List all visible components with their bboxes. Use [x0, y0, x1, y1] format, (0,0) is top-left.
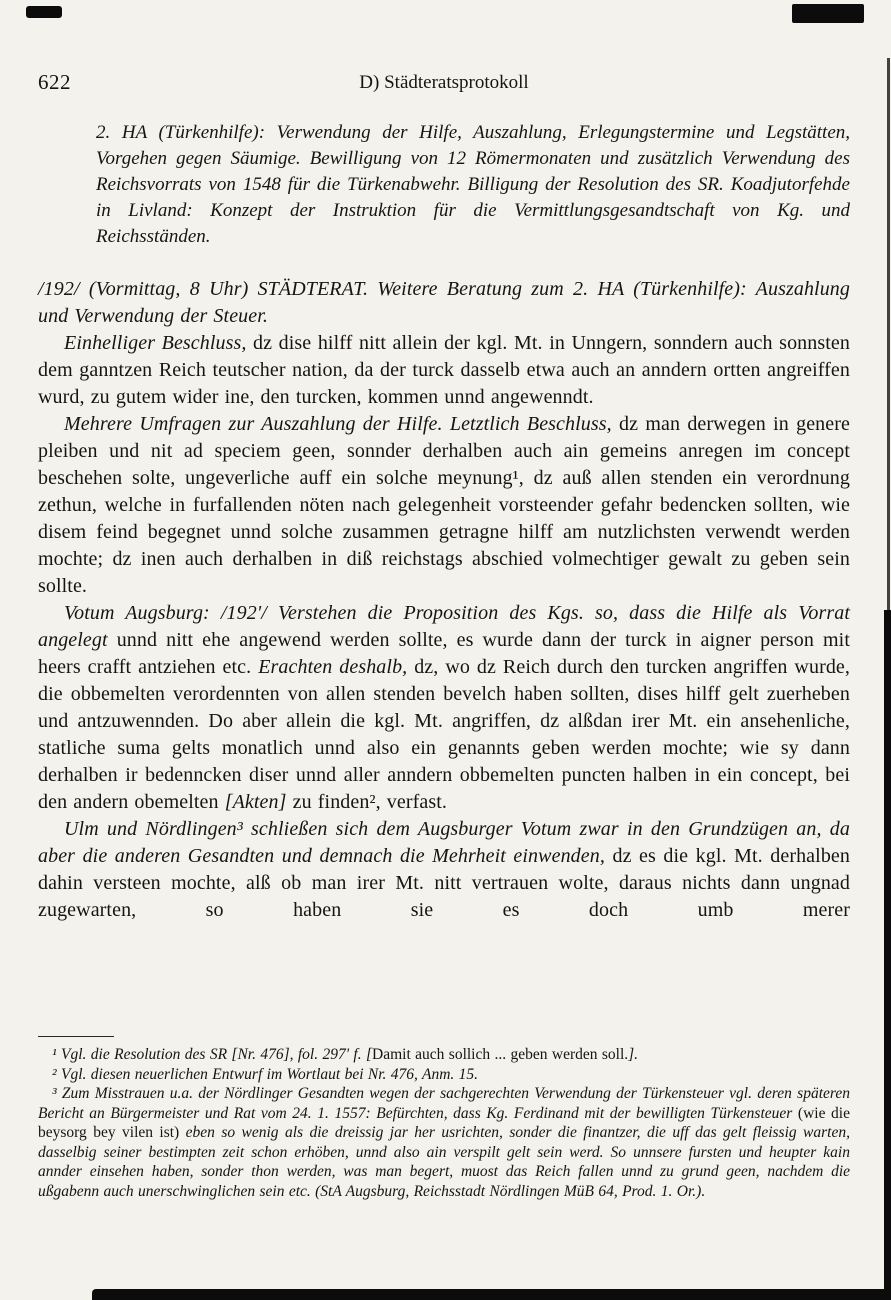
page-header	[38, 70, 850, 94]
page-content	[38, 70, 850, 924]
text-run: ³ Zum Misstrauen u.a. der Nördlinger Gesandten wegen der sachgerechten Verwendung der Türkensteuer vgl. deren späteren Bericht an Bürgermeister und Rat vom 24. 1. 1557: Befürchten, dass Kg. Ferdinand mit der bewilligten Türkensteuer	[38, 1085, 850, 1122]
text-run: (wie die beysorg bey vilen ist)	[38, 1104, 850, 1141]
footnotes-section	[38, 1036, 850, 1201]
text-run: Damit auch sollich ... geben werden soll.	[372, 1046, 629, 1063]
scan-artifact	[792, 4, 864, 23]
paragraph	[38, 600, 850, 816]
text-run: [Akten]	[224, 791, 293, 813]
footnote	[38, 1084, 850, 1201]
text-run: unnd nitt ehe angewend werden sollte, es wurde dann der turck in aigner person mit heers crafft antziehen etc.	[38, 629, 850, 678]
page-number: 622	[38, 70, 71, 94]
body-paragraphs	[38, 276, 850, 924]
paragraph	[38, 816, 850, 924]
text-run: ² Vgl. diesen neuerlichen Entwurf im Wortlaut bei Nr. 476, Anm. 15.	[52, 1065, 479, 1083]
text-run: /192/ (Vormittag, 8 Uhr) STÄDTERAT. Weitere Beratung zum 2. HA (Türkenhilfe): Auszahlung und Verwendung der Steuer.	[38, 278, 850, 327]
text-run: dz, wo dz Reich durch den turcken angriffen wurde, die obbemelten verordennten von allen stenden bevelch haben sollten, dises hilff gelt zuerheben und antzuwennden. Do aber allein die kgl. Mt. angriffen, dz alßdan irer Mt. ein ansehenliche, statliche suma gelts monatlich unnd also ein genannts geben werden mochte; wie sy dann derhalben ir bedenncken diser unnd aller anndern obbemelten puncten halben in ein concept, bei den andern obemelten	[38, 656, 851, 813]
text-run: Votum Augsburg: /192'/ Verstehen die Proposition des Kgs. so, dass die Hilfe als Vorrat angelegt	[38, 602, 850, 651]
text-run: ].	[628, 1046, 639, 1063]
text-run: Ulm und Nördlingen³ schließen sich dem Augsburger Votum zwar in den Grundzügen an, da aber die anderen Gesandten und demnach die Mehrheit einwenden,	[38, 818, 850, 867]
paragraph	[38, 411, 850, 600]
scan-artifact	[26, 6, 62, 18]
running-title: D) Städteratsprotokoll	[359, 72, 529, 93]
text-run: dz man derwegen in genere pleiben und nit ad speciem geen, sonnder derhalben auch ain gemeins anregen im concept beschehen solte, ungeverliche auff ein solche meynung¹, dz auß allen stenden ein verordnung zethun, welche in furfallenden nöten nach gelegenheit vorsteender gefahr bedencken sollten, wie disem feind begegnet unnd solche zusammen getragne hilff am nutzlichsten verwendt werden mochte; dz inen auch derhalben in diß reichstags abschied volmechtiger gewalt zu geben sein sollte.	[38, 413, 850, 597]
text-run: dz es die kgl. Mt. derhalben dahin versteen mochte, alß ob man irer Mt. nitt vertrauen wolte, daraus nichts dann ungnad zugewarten, so haben sie es doch umb merer	[38, 845, 850, 921]
paragraph	[38, 330, 850, 411]
scan-artifact	[887, 58, 890, 618]
footnote-separator	[38, 1036, 114, 1037]
paragraph	[38, 276, 850, 330]
text-run: eben so wenig als die dreissig jar her usrichten, sonder die finantzer, die uff das gelt fleissig warten, dasselbig seiner bestimpten zeit schon erhöben, unnd also ain verspilt gelt sein werd. So unnsere fursten und heupter kain annder einsehen haben, sonder thon werden, was man begert, muost das Reich fallen unnd zu grund geen, nachdem die ußgabenn auch unerschwinglichen sein etc. (StA Augsburg, Reichsstadt Nördlingen MüB 64, Prod. 1. Or.).	[38, 1124, 850, 1200]
footnote	[38, 1065, 850, 1085]
scan-artifact	[884, 610, 891, 1300]
text-run: Einhelliger Beschluss,	[64, 332, 254, 354]
text-run: ¹ Vgl. die Resolution des SR [Nr. 476], fol. 297' f. [	[52, 1046, 373, 1063]
text-run: dz dise hilff nitt allein der kgl. Mt. in Unngern, sonndern auch sonnsten dem ganntzen Reich teutscher nation, da der turck dasselb etwa auch an anndern ortten angreiffen wurd, zu gutem wider ine, den turcken, kommen unnd angewenndt.	[38, 332, 850, 408]
session-summary: 2. HA (Türkenhilfe): Verwendung der Hilfe, Auszahlung, Erlegungstermine und Legstätten, Vorgehen gegen Säumige. Bewilligung von 12 Römermonaten und zusätzlich Verwendung des Reichsvorrats von 1548 für die Türkenabwehr. Billigung der Resolution des SR. Koadjutorfehde in Livland: Konzept der Instruktion für die Vermittlungsgesandtschaft von Kg. und Reichsständen.	[96, 122, 850, 247]
footnote-list	[38, 1045, 850, 1201]
text-run: Mehrere Umfragen zur Auszahlung der Hilfe. Letztlich Beschluss,	[64, 413, 620, 435]
scan-artifact	[92, 1289, 891, 1300]
footnote	[38, 1045, 850, 1065]
text-run: Erachten deshalb,	[258, 656, 415, 678]
text-run: zu finden², verfast.	[292, 791, 447, 813]
